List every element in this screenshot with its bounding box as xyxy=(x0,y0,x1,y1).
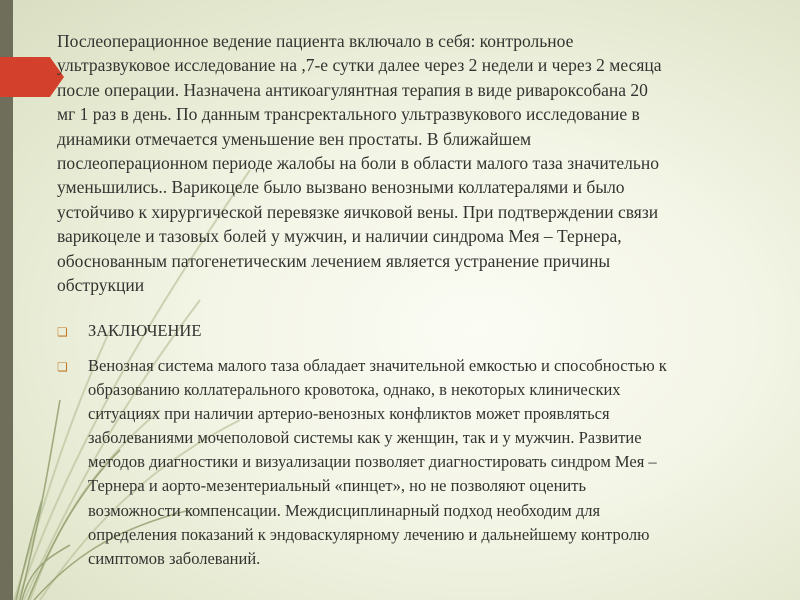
conclusion-line: заболеваниями мочеполовой системы как у женщин, так и у мужчин. Развитие xyxy=(88,428,642,448)
paragraph-line: послеоперационном периоде жалобы на боли в области малого таза значительно xyxy=(57,153,659,174)
conclusion-line: возможности компенсации. Междисциплинарный подход необходим для xyxy=(88,500,601,520)
paragraph-line: варикоцеле и тазовых болей у мужчин, и наличии синдрома Мея – Тернера, xyxy=(57,226,622,247)
conclusion-line: Тернера и аорто-мезентериальный «пинцет», но не позволяют оценить xyxy=(88,476,586,496)
conclusion-heading: ЗАКЛЮЧЕНИЕ xyxy=(88,321,202,340)
hollow-square-bullet-icon: ❏ xyxy=(57,360,68,374)
conclusion-line: симптомов заболеваний. xyxy=(88,548,261,568)
bullet-item-conclusion xyxy=(57,354,797,571)
paragraph-line: после операции. Назначена антикоагулянтная терапия в виде ривароксобана 20 xyxy=(57,79,648,100)
paragraph-line: динамики отмечается уменьшение вен простаты. В ближайшем xyxy=(57,128,532,149)
conclusion-line: ситуациях при наличии артерио-венозных конфликтов может проявляться xyxy=(88,404,610,424)
conclusion-text xyxy=(88,354,667,571)
paragraph-line: обструкции xyxy=(57,275,145,296)
conclusion-line: Венозная система малого таза обладает значительной емкостью и способностью к xyxy=(88,356,667,375)
conclusion-line: методов диагностики и визуализации позволяет диагностировать синдром Мея – xyxy=(88,452,657,472)
conclusion-line: образованию коллатерального кровотока, однако, в некоторых клинических xyxy=(88,380,621,400)
hollow-square-bullet-icon: ❏ xyxy=(57,325,68,339)
conclusion-line: определения показаний к эндоваскулярному лечению и дальнейшему контролю xyxy=(88,524,650,544)
paragraph-line: ультразвуковое исследование на ,7-е сутки далее через 2 недели и через 2 месяца xyxy=(57,55,662,76)
paragraph-line: мг 1 раз в день. По данным трансректального ультразвукового исследование в xyxy=(57,104,640,125)
paragraph-line: Послеоперационное ведение пациента включало в себя: контрольное xyxy=(57,31,574,51)
bullet-item-heading xyxy=(57,319,797,344)
body-paragraph xyxy=(57,29,797,297)
paragraph-line: обоснованным патогенетическим лечением является устранение причины xyxy=(57,250,611,271)
paragraph-line: устойчиво к хирургической перевязке яичковой вены. При подтверждении связи xyxy=(57,201,659,222)
paragraph-line: уменьшились.. Варикоцеле было вызвано венозными коллатералями и было xyxy=(57,177,625,198)
